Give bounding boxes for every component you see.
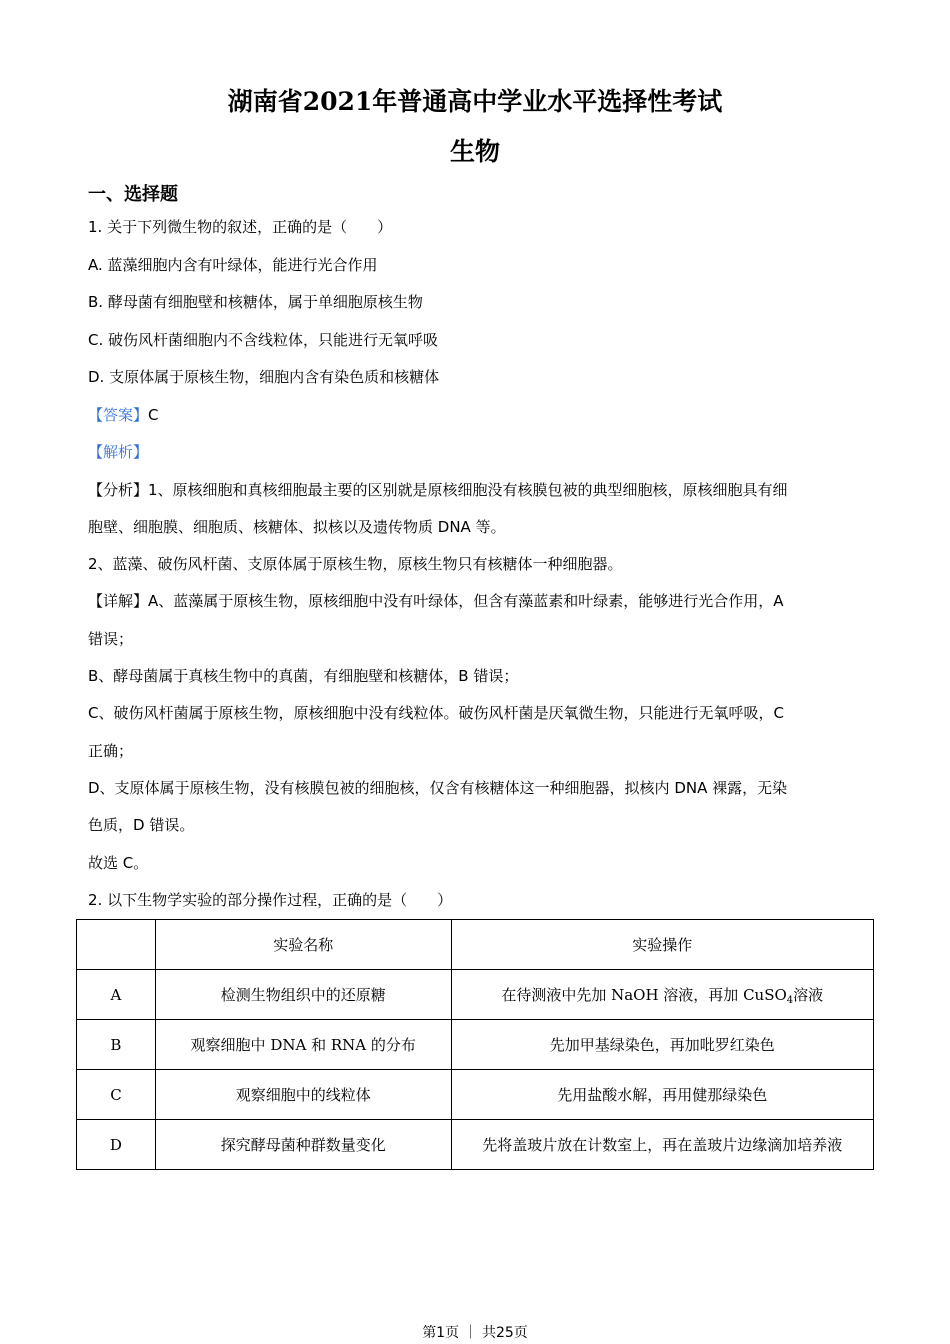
- table-header-row: [77, 920, 874, 970]
- experiment-operation: 先用盐酸水解，再用健那绿染色: [451, 1070, 873, 1120]
- row-label: B: [77, 1020, 156, 1070]
- analysis-line: 2、蓝藻、破伤风杆菌、支原体属于原核生物，原核生物只有核糖体一种细胞器。: [88, 555, 623, 573]
- table-header-cell: [77, 920, 156, 970]
- table-header-cell: 实验操作: [451, 920, 873, 970]
- operation-text: 溶液: [793, 985, 824, 1004]
- option-b: B. 酵母菌有细胞壁和核糖体，属于单细胞原核生物: [88, 293, 423, 311]
- question-2-stem: 2. 以下生物学实验的部分操作过程，正确的是（ ）: [88, 891, 453, 909]
- exam-title: 湖南省2021年普通高中学业水平选择性考试: [227, 87, 723, 116]
- experiment-operation: 先将盖玻片放在计数室上，再在盖玻片边缘滴加培养液: [451, 1120, 873, 1170]
- option-a: A. 蓝藻细胞内含有叶绿体，能进行光合作用: [88, 256, 378, 274]
- experiment-operation: [451, 970, 873, 1020]
- page-footer: 第1页 ｜ 共25页: [422, 1325, 528, 1341]
- table-row: [77, 1120, 874, 1170]
- experiment-table: [76, 919, 874, 1170]
- experiment-name: 观察细胞中的线粒体: [155, 1070, 451, 1120]
- operation-text: 在待测液中先加 NaOH 溶液，再加 CuSO: [501, 985, 787, 1004]
- row-label: C: [77, 1070, 156, 1120]
- analysis-line: 错误；: [88, 630, 134, 648]
- answer-value: C: [148, 406, 159, 424]
- analysis-line: C、破伤风杆菌属于原核生物，原核细胞中没有线粒体。破伤风杆菌是厌氧微生物，只能进行无氧呼吸，C: [88, 704, 784, 722]
- analysis-tag: 【解析】: [88, 443, 149, 461]
- experiment-name: 探究酵母菌种群数量变化: [155, 1120, 451, 1170]
- row-label: A: [77, 970, 156, 1020]
- table-row: [77, 970, 874, 1020]
- analysis-line: 故选 C。: [88, 854, 149, 872]
- experiment-operation: 先加甲基绿染色，再加吡罗红染色: [451, 1020, 873, 1070]
- question-1-stem: 1. 关于下列微生物的叙述，正确的是（ ）: [88, 218, 393, 236]
- analysis-line: D、支原体属于原核生物，没有核膜包被的细胞核，仅含有核糖体这一种细胞器，拟核内 DNA 裸露，无染: [88, 779, 788, 797]
- experiment-name: 检测生物组织中的还原糖: [155, 970, 451, 1020]
- table-row: [77, 1070, 874, 1120]
- analysis-line: 胞壁、细胞膜、细胞质、核糖体、拟核以及遗传物质 DNA 等。: [88, 518, 506, 536]
- option-c: C. 破伤风杆菌细胞内不含线粒体，只能进行无氧呼吸: [88, 331, 439, 349]
- analysis-line: 色质，D 错误。: [88, 816, 195, 834]
- row-label: D: [77, 1120, 156, 1170]
- answer-line: [88, 404, 159, 426]
- analysis-line: 正确；: [88, 742, 134, 760]
- section-heading: 一、选择题: [88, 184, 178, 205]
- answer-tag: 【答案】: [88, 406, 149, 424]
- experiment-name: 观察细胞中 DNA 和 RNA 的分布: [155, 1020, 451, 1070]
- table-header-cell: 实验名称: [155, 920, 451, 970]
- analysis-line: 【分析】1、原核细胞和真核细胞最主要的区别就是原核细胞没有核膜包被的典型细胞核，原核细胞具有细: [88, 481, 788, 499]
- subject-title: 生物: [449, 137, 500, 166]
- analysis-line: B、酵母菌属于真核生物中的真菌，有细胞壁和核糖体，B 错误；: [88, 667, 519, 685]
- analysis-line: 【详解】A、蓝藻属于原核生物，原核细胞中没有叶绿体，但含有藻蓝素和叶绿素，能够进行光合作用，A: [88, 592, 784, 610]
- subscript: 4: [786, 994, 794, 1006]
- table-row: [77, 1020, 874, 1070]
- option-d: D. 支原体属于原核生物，细胞内含有染色质和核糖体: [88, 368, 440, 386]
